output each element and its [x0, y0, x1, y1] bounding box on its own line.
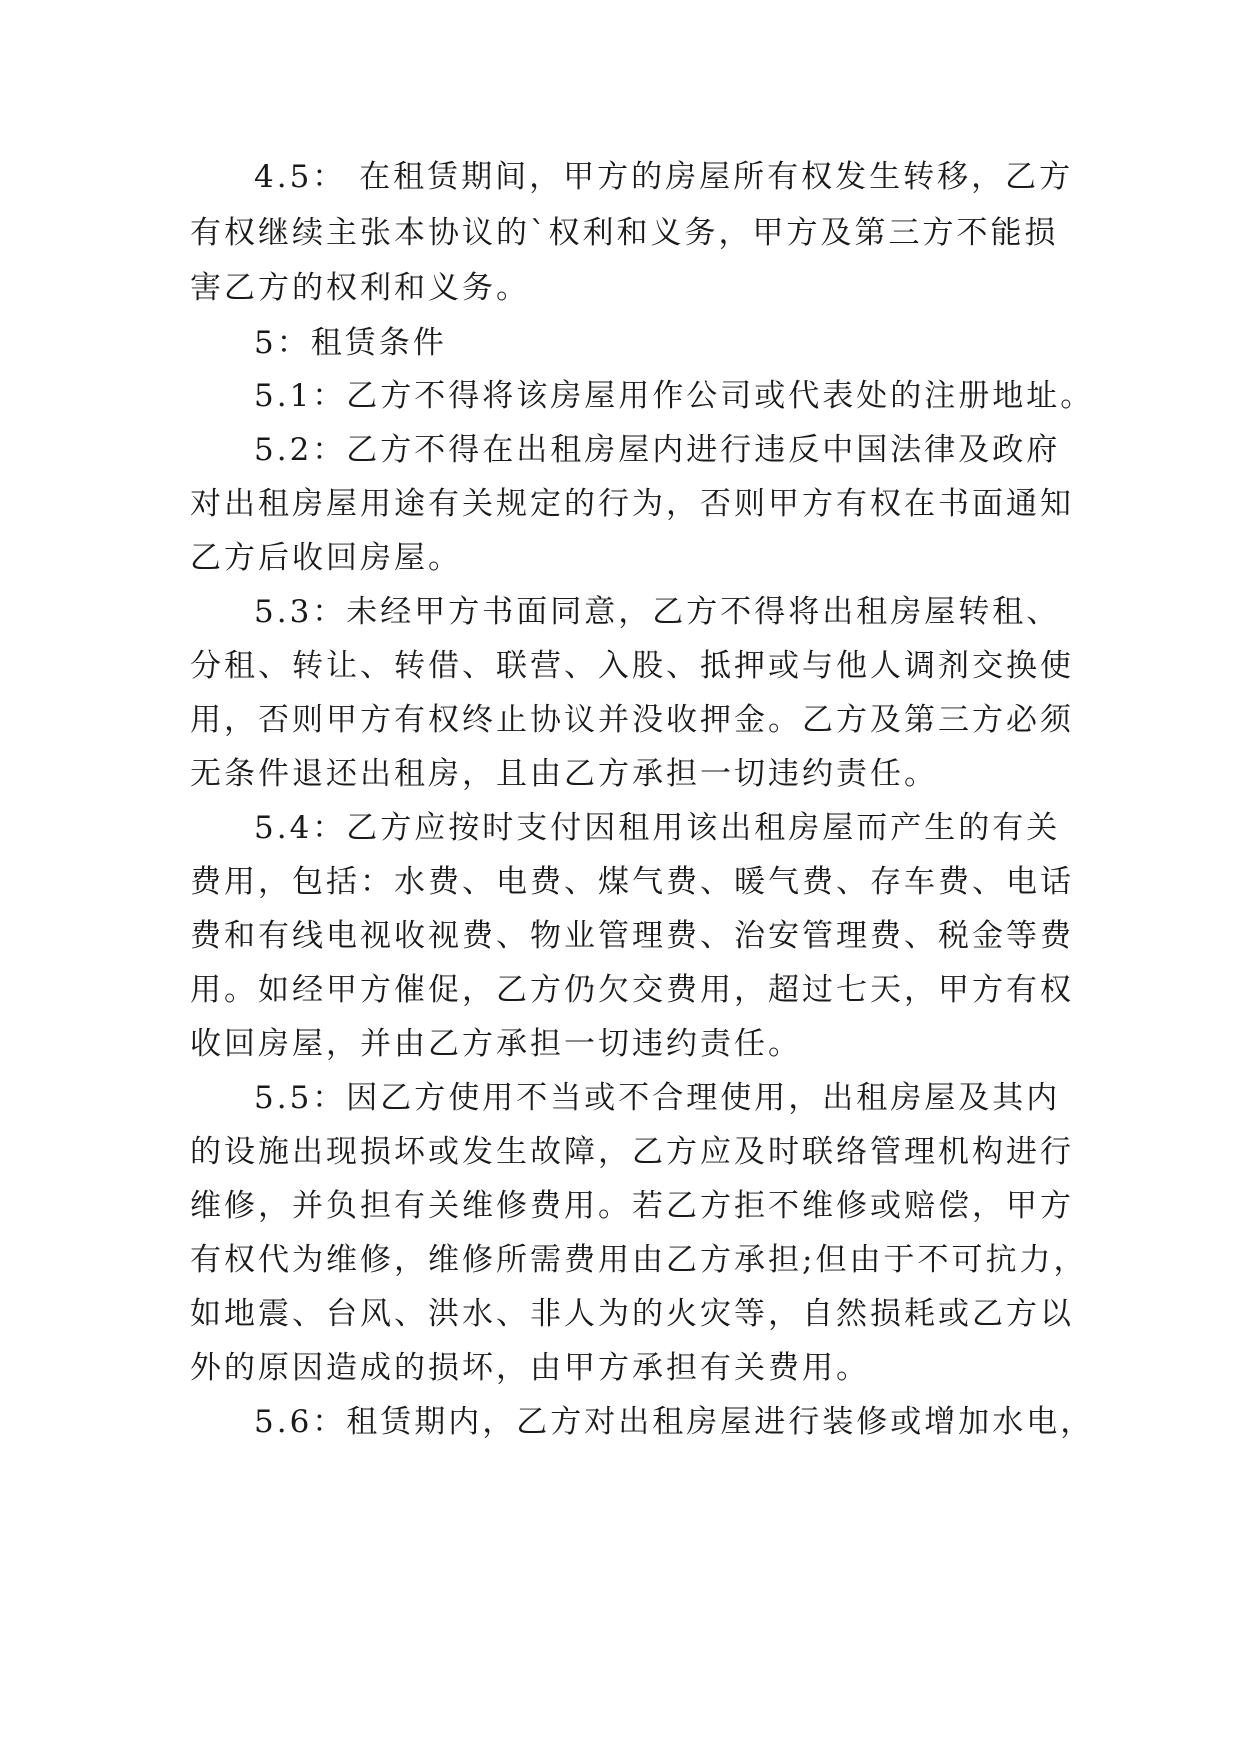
clause-5-1-line-1: 5.1：乙方不得将该房屋用作公司或代表处的注册地址。 [254, 378, 1095, 414]
clause-5-2-line-3: 乙方后收回房屋。 [190, 540, 462, 576]
clause-5-3-line-1: 5.3：未经甲方书面同意，乙方不得将出租房屋转租、 [254, 594, 1061, 630]
clause-5-4-line-3: 费和有线电视收视费、物业管理费、治安管理费、税金等费 [190, 918, 1074, 954]
clause-5-5-line-4: 有权代为维修，维修所需费用由乙方承担;但由于不可抗力， [190, 1242, 1088, 1278]
section-5-heading: 5：租赁条件 [254, 325, 447, 361]
clause-4-5-line-1: 4.5： 在租赁期间，甲方的房屋所有权发生转移，乙方 [254, 159, 1074, 195]
clause-5-3-line-2: 分租、转让、转借、联营、入股、抵押或与他人调剂交换使 [190, 648, 1074, 684]
clause-5-5-line-6: 外的原因造成的损坏，由甲方承担有关费用。 [190, 1350, 870, 1386]
clause-5-4-line-1: 5.4：乙方应按时支付因租用该出租房屋而产生的有关 [254, 810, 1061, 846]
clause-5-4-line-4: 用。如经甲方催促，乙方仍欠交费用，超过七天，甲方有权 [190, 972, 1074, 1008]
clause-5-4-line-5: 收回房屋，并由乙方承担一切违约责任。 [190, 1026, 802, 1062]
clause-5-5-line-3: 维修，并负担有关维修费用。若乙方拒不维修或赔偿，甲方 [190, 1188, 1074, 1224]
clause-5-4-line-2: 费用，包括：水费、电费、煤气费、暖气费、存车费、电话 [190, 864, 1074, 900]
clause-5-2-line-1: 5.2：乙方不得在出租房屋内进行违反中国法律及政府 [254, 432, 1061, 468]
clause-5-3-line-3: 用，否则甲方有权终止协议并没收押金。乙方及第三方必须 [190, 702, 1074, 738]
clause-5-6-line-1: 5.6：租赁期内，乙方对出租房屋进行装修或增加水电， [254, 1404, 1095, 1440]
clause-5-5-line-1: 5.5：因乙方使用不当或不合理使用，出租房屋及其内 [254, 1080, 1061, 1116]
clause-5-5-line-5: 如地震、台风、洪水、非人为的火灾等，自然损耗或乙方以 [190, 1296, 1074, 1332]
clause-4-5-line-3: 害乙方的权利和义务。 [190, 270, 530, 306]
clause-5-2-line-2: 对出租房屋用途有关规定的行为，否则甲方有权在书面通知 [190, 486, 1074, 522]
clause-4-5-line-2: 有权继续主张本协议的`权利和义务，甲方及第三方不能损 [190, 215, 1059, 251]
clause-5-3-line-4: 无条件退还出租房，且由乙方承担一切违约责任。 [190, 756, 938, 792]
clause-5-5-line-2: 的设施出现损坏或发生故障，乙方应及时联络管理机构进行 [190, 1134, 1074, 1170]
